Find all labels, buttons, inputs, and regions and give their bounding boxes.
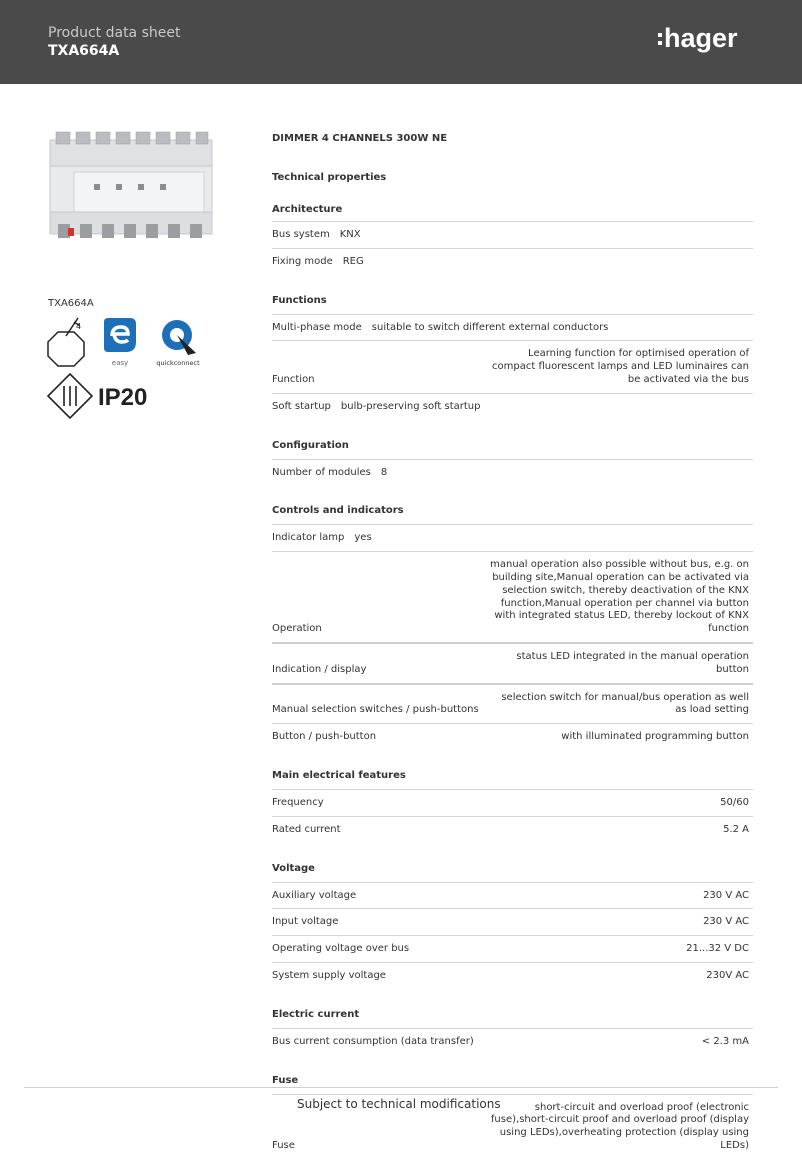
voltage-section	[272, 847, 753, 989]
section-title: Controls and indicators	[272, 489, 753, 525]
footer-note: Subject to technical modifications	[297, 1097, 501, 1111]
side-product-reference: TXA664A	[48, 298, 94, 309]
section-title: Architecture	[272, 200, 753, 222]
table-row: Rated current 5.2 A	[272, 823, 749, 835]
table-row: Input voltage 230 V AC	[272, 909, 753, 936]
section-title: Electric current	[272, 993, 753, 1029]
table-row: Soft startup bulb-preserving soft startup	[272, 400, 481, 412]
architecture-section	[272, 200, 753, 275]
table-row: Fuse short-circuit and overload proof (electronic fuse),short-circuit proof and overload proof (display using LEDs),overheating protection (display using LEDs)	[272, 1101, 749, 1151]
table-row: Operation manual operation also possible without bus, e.g. on building site,Manual operation can be activated via selection switch, thereby deactivation of the KNX function,Manual operation per channel via button with integrated status LED, thereby lockout of KNX function	[272, 552, 753, 644]
section-title: Fuse	[272, 1059, 753, 1095]
section-title: Main electrical features	[272, 754, 753, 790]
table-row: Frequency 50/60	[272, 790, 753, 817]
table-row: Bus current consumption (data transfer) < 2.3 mA	[272, 1035, 749, 1047]
current-section	[272, 993, 753, 1055]
technical-content	[272, 126, 753, 1155]
table-row: Button / push-button with illuminated programming button	[272, 731, 749, 743]
electrical-section	[272, 754, 753, 843]
quickconnect-label: quickconnect	[156, 359, 200, 367]
hager-logo	[656, 22, 756, 58]
table-row: Multi-phase mode suitable to switch different external conductors	[272, 315, 753, 342]
table-row: Function Learning function for optimised operation of compact fluorescent lamps and LED luminaires can be activated via the bus	[272, 341, 753, 393]
page-header	[0, 0, 802, 84]
table-row: Operating voltage over bus 21...32 V DC	[272, 936, 753, 963]
table-row: System supply voltage 230V AC	[272, 969, 749, 981]
functions-section	[272, 279, 753, 420]
table-row: Number of modules 8	[272, 466, 388, 478]
quickconnect-icon	[152, 316, 204, 368]
easy-label: easy	[111, 359, 129, 367]
section-title: Configuration	[272, 424, 753, 460]
ip-rating-label: IP20	[98, 384, 148, 411]
table-row: Fixing mode REG	[272, 255, 364, 267]
table-row: Indication / display status LED integrated in the manual operation button	[272, 644, 753, 685]
ip-rating-icon	[46, 372, 156, 420]
controls-section	[272, 489, 753, 750]
product-image	[46, 128, 216, 244]
configuration-section	[272, 424, 753, 486]
table-row: Auxiliary voltage 230 V AC	[272, 883, 753, 910]
table-row: Bus system KNX	[272, 222, 753, 249]
easy-icon	[100, 316, 140, 368]
section-title: Voltage	[272, 847, 753, 883]
tool-number: 4	[76, 322, 82, 331]
table-row: Manual selection switches / push-buttons selection switch for manual/bus operation as well as load setting	[272, 685, 753, 725]
document-type: Product data sheet	[48, 25, 181, 41]
screwdriver-icon	[46, 316, 86, 368]
brand-name: hager	[664, 23, 738, 53]
table-row: Indicator lamp yes	[272, 525, 753, 552]
section-title: Functions	[272, 279, 753, 315]
product-reference: TXA664A	[48, 43, 120, 59]
footer-divider	[24, 1087, 778, 1088]
product-name: DIMMER 4 CHANNELS 300W NE	[272, 133, 448, 144]
technical-properties-heading: Technical properties	[272, 172, 387, 183]
